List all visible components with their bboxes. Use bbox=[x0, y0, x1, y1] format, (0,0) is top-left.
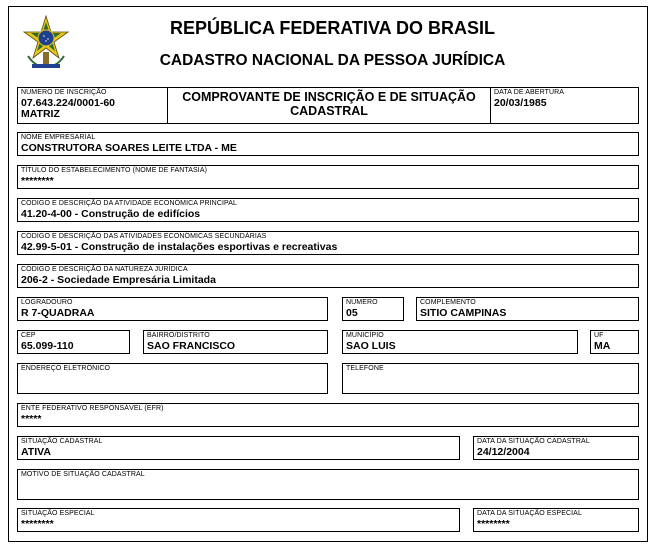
situacao-especial-box bbox=[17, 508, 460, 532]
complemento-label: COMPLEMENTO bbox=[420, 299, 476, 306]
titulo-estabelecimento-label: TÍTULO DO ESTABELECIMENTO (NOME DE FANTASIA) bbox=[21, 167, 208, 174]
data-abertura-label: DATA DE ABERTURA bbox=[494, 89, 565, 96]
telefone-label: TELEFONE bbox=[346, 365, 384, 372]
atividade-principal-value: 41.20-4-00 - Construção de edifícios bbox=[21, 208, 201, 220]
uf-label: UF bbox=[594, 332, 604, 339]
efr-box bbox=[17, 403, 639, 427]
motivo-situacao-box bbox=[17, 469, 639, 500]
natureza-juridica-label: CÓDIGO E DESCRIÇÃO DA NATUREZA JURÍDICA bbox=[21, 266, 188, 273]
situacao-cadastral-value: ATIVA bbox=[21, 446, 51, 458]
logradouro-value: R 7-QUADRAA bbox=[21, 307, 95, 319]
header-title: REPÚBLICA FEDERATIVA DO BRASIL bbox=[169, 18, 495, 38]
data-situacao-especial-label: DATA DA SITUAÇÃO ESPECIAL bbox=[477, 510, 582, 517]
titulo-estabelecimento-box bbox=[17, 165, 639, 189]
bairro-box bbox=[143, 330, 328, 354]
endereco-eletronico-label: ENDEREÇO ELETRÔNICO bbox=[21, 365, 111, 372]
atividade-principal-label: CÓDIGO E DESCRIÇÃO DA ATIVIDADE ECONÔMICA PRINCIPAL bbox=[21, 200, 238, 207]
atividades-secundarias-box bbox=[17, 231, 639, 255]
header-subtitle: CADASTRO NACIONAL DA PESSOA JURÍDICA bbox=[159, 52, 506, 69]
numero-inscricao-label: NÚMERO DE INSCRIÇÃO bbox=[21, 89, 107, 96]
data-abertura-box bbox=[490, 87, 639, 124]
numero-inscricao-value: 07.643.224/0001-60 bbox=[21, 97, 116, 109]
titulo-estabelecimento-value: ******** bbox=[21, 175, 54, 187]
tipo-estabelecimento-value: MATRIZ bbox=[21, 108, 60, 120]
efr-value: ***** bbox=[21, 413, 42, 425]
data-situacao-especial-value: ******** bbox=[477, 518, 510, 530]
situacao-cadastral-label: SITUAÇÃO CADASTRAL bbox=[21, 438, 103, 445]
logradouro-box bbox=[17, 297, 328, 321]
data-abertura-value: 20/03/1985 bbox=[494, 97, 547, 109]
nome-empresarial-label: NOME EMPRESARIAL bbox=[21, 134, 96, 141]
telefone-box bbox=[342, 363, 639, 394]
efr-label: ENTE FEDERATIVO RESPONSÁVEL (EFR) bbox=[21, 405, 164, 412]
nome-empresarial-value: CONSTRUTORA SOARES LEITE LTDA - ME bbox=[21, 142, 237, 154]
motivo-situacao-label: MOTIVO DE SITUAÇÃO CADASTRAL bbox=[21, 471, 145, 478]
uf-box bbox=[590, 330, 639, 354]
bairro-value: SAO FRANCISCO bbox=[147, 340, 236, 352]
data-situacao-cadastral-box bbox=[473, 436, 639, 460]
atividade-principal-box bbox=[17, 198, 639, 222]
logradouro-label: LOGRADOURO bbox=[21, 299, 73, 306]
natureza-juridica-box bbox=[17, 264, 639, 288]
municipio-label: MUNICÍPIO bbox=[346, 332, 384, 339]
numero-label: NÚMERO bbox=[346, 299, 378, 306]
numero-value: 05 bbox=[346, 307, 358, 319]
municipio-box bbox=[342, 330, 578, 354]
situacao-cadastral-box bbox=[17, 436, 460, 460]
situacao-especial-label: SITUAÇÃO ESPECIAL bbox=[21, 510, 95, 517]
bairro-label: BAIRRO/DISTRITO bbox=[147, 332, 210, 339]
uf-value: MA bbox=[594, 340, 611, 352]
municipio-value: SAO LUIS bbox=[346, 340, 396, 352]
numero-box bbox=[342, 297, 404, 321]
numero-inscricao-box bbox=[17, 87, 168, 124]
complemento-box bbox=[416, 297, 639, 321]
atividades-secundarias-value: 42.99-5-01 - Construção de instalações esportivas e recreativas bbox=[21, 241, 338, 253]
comprovante-title-line1: COMPROVANTE DE INSCRIÇÃO E DE SITUAÇÃO bbox=[182, 90, 476, 104]
cep-box bbox=[17, 330, 130, 354]
complemento-value: SITIO CAMPINAS bbox=[420, 307, 507, 319]
atividades-secundarias-label: CÓDIGO E DESCRIÇÃO DAS ATIVIDADES ECONÔMICAS SECUNDÁRIAS bbox=[21, 233, 267, 240]
situacao-especial-value: ******** bbox=[21, 518, 54, 530]
endereco-eletronico-box bbox=[17, 363, 328, 394]
comprovante-title-box bbox=[167, 87, 491, 124]
nome-empresarial-box bbox=[17, 132, 639, 156]
data-situacao-cadastral-label: DATA DA SITUAÇÃO CADASTRAL bbox=[477, 438, 590, 445]
data-situacao-especial-box bbox=[473, 508, 639, 532]
cep-value: 65.099-110 bbox=[21, 340, 74, 352]
natureza-juridica-value: 206-2 - Sociedade Empresária Limitada bbox=[21, 274, 216, 286]
data-situacao-cadastral-value: 24/12/2004 bbox=[477, 446, 530, 458]
comprovante-title-line2: CADASTRAL bbox=[290, 104, 368, 118]
cep-label: CEP bbox=[21, 332, 36, 339]
